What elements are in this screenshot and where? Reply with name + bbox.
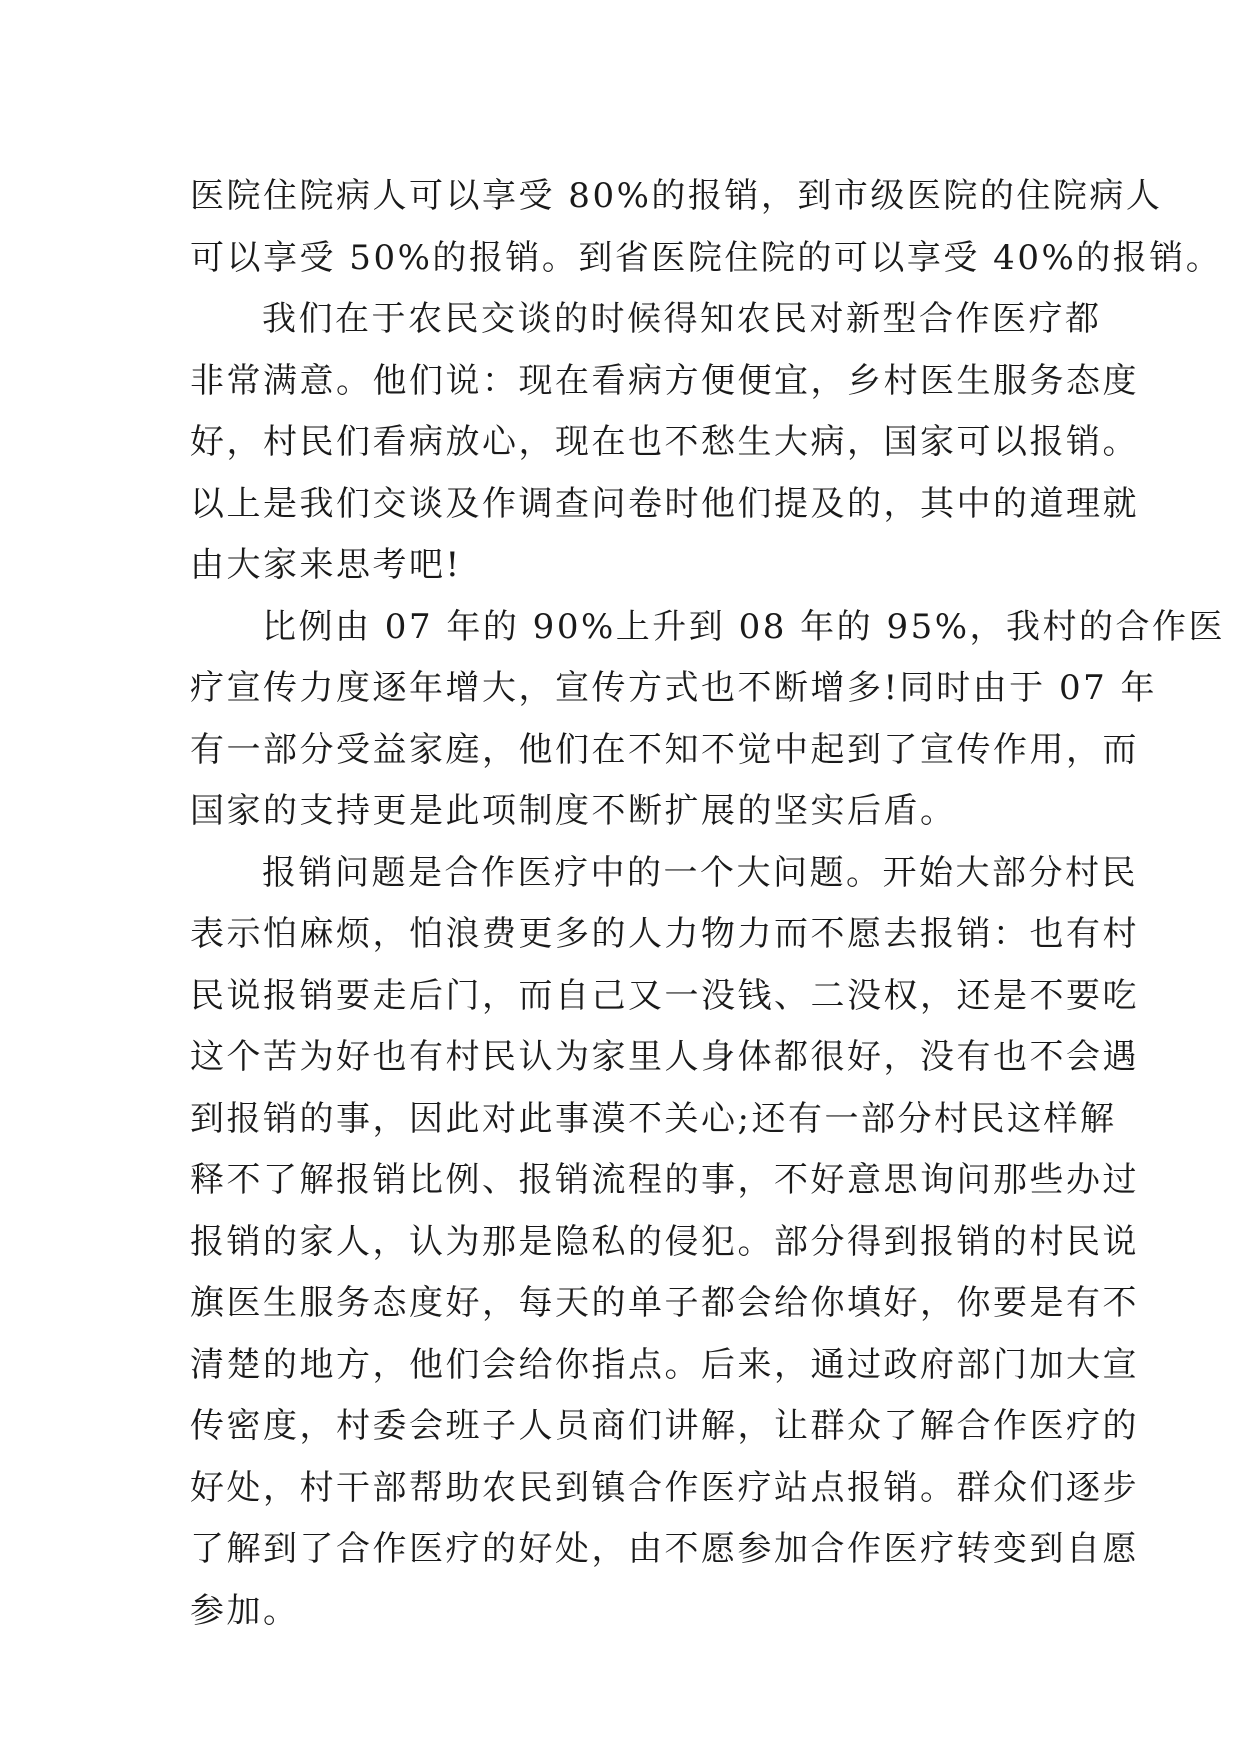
text-line: 到报销的事，因此对此事漠不关心;还有一部分村民这样解 [190, 1098, 1117, 1139]
text-line: 这个苦为好也有村民认为家里人身体都很好，没有也不会遇 [190, 1037, 1139, 1077]
text-line: 参加。 [190, 1590, 300, 1631]
text-line: 旗医生服务态度好，每天的单子都会给你填好，你要是有不 [190, 1283, 1139, 1323]
text-line: 疗宣传力度逐年增大，宣传方式也不断增多!同时由于 07 年 [190, 668, 1158, 708]
text-line: 释不了解报销比例、报销流程的事，不好意思询问那些办过 [190, 1160, 1139, 1200]
text-line: 报销的家人，认为那是隐私的侵犯。部分得到报销的村民说 [190, 1221, 1139, 1262]
text-line: 比例由 07 年的 90%上升到 08 年的 95%，我村的合作医 [262, 606, 1226, 647]
text-line: 由大家来思考吧! [190, 545, 462, 585]
text-line: 了解到了合作医疗的好处，由不愿参加合作医疗转变到自愿 [190, 1529, 1139, 1569]
text-line: 我们在于农民交谈的时候得知农民对新型合作医疗都 [262, 299, 1102, 339]
text-line: 传密度，村委会班子人员商们讲解，让群众了解合作医疗的 [190, 1406, 1139, 1446]
text-line: 好处，村干部帮助农民到镇合作医疗站点报销。群众们逐步 [190, 1467, 1139, 1508]
text-line: 报销问题是合作医疗中的一个大问题。开始大部分村民 [262, 852, 1138, 893]
document-body [190, 166, 1226, 1642]
text-line: 表示怕麻烦，怕浪费更多的人力物力而不愿去报销：也有村 [190, 914, 1139, 954]
text-line: 医院住院病人可以享受 80%的报销，到市级医院的住院病人 [190, 176, 1163, 216]
paragraph-1 [190, 166, 1223, 289]
text-line: 民说报销要走后门，而自己又一没钱、二没权，还是不要吃 [190, 975, 1139, 1016]
paragraph-3 [190, 597, 1226, 843]
paragraph-2 [190, 289, 1139, 597]
text-line: 非常满意。他们说：现在看病方便便宜，乡村医生服务态度 [190, 360, 1139, 401]
paragraph-4 [190, 843, 1139, 1643]
text-line: 清楚的地方，他们会给你指点。后来，通过政府部门加大宣 [190, 1344, 1139, 1385]
text-line: 有一部分受益家庭，他们在不知不觉中起到了宣传作用，而 [190, 729, 1139, 770]
text-line: 国家的支持更是此项制度不断扩展的坚实后盾。 [190, 791, 957, 831]
text-line: 以上是我们交谈及作调查问卷时他们提及的，其中的道理就 [190, 483, 1139, 524]
text-line: 可以享受 50%的报销。到省医院住院的可以享受 40%的报销。 [190, 237, 1223, 278]
text-line: 好，村民们看病放心，现在也不愁生大病，国家可以报销。 [190, 422, 1139, 462]
